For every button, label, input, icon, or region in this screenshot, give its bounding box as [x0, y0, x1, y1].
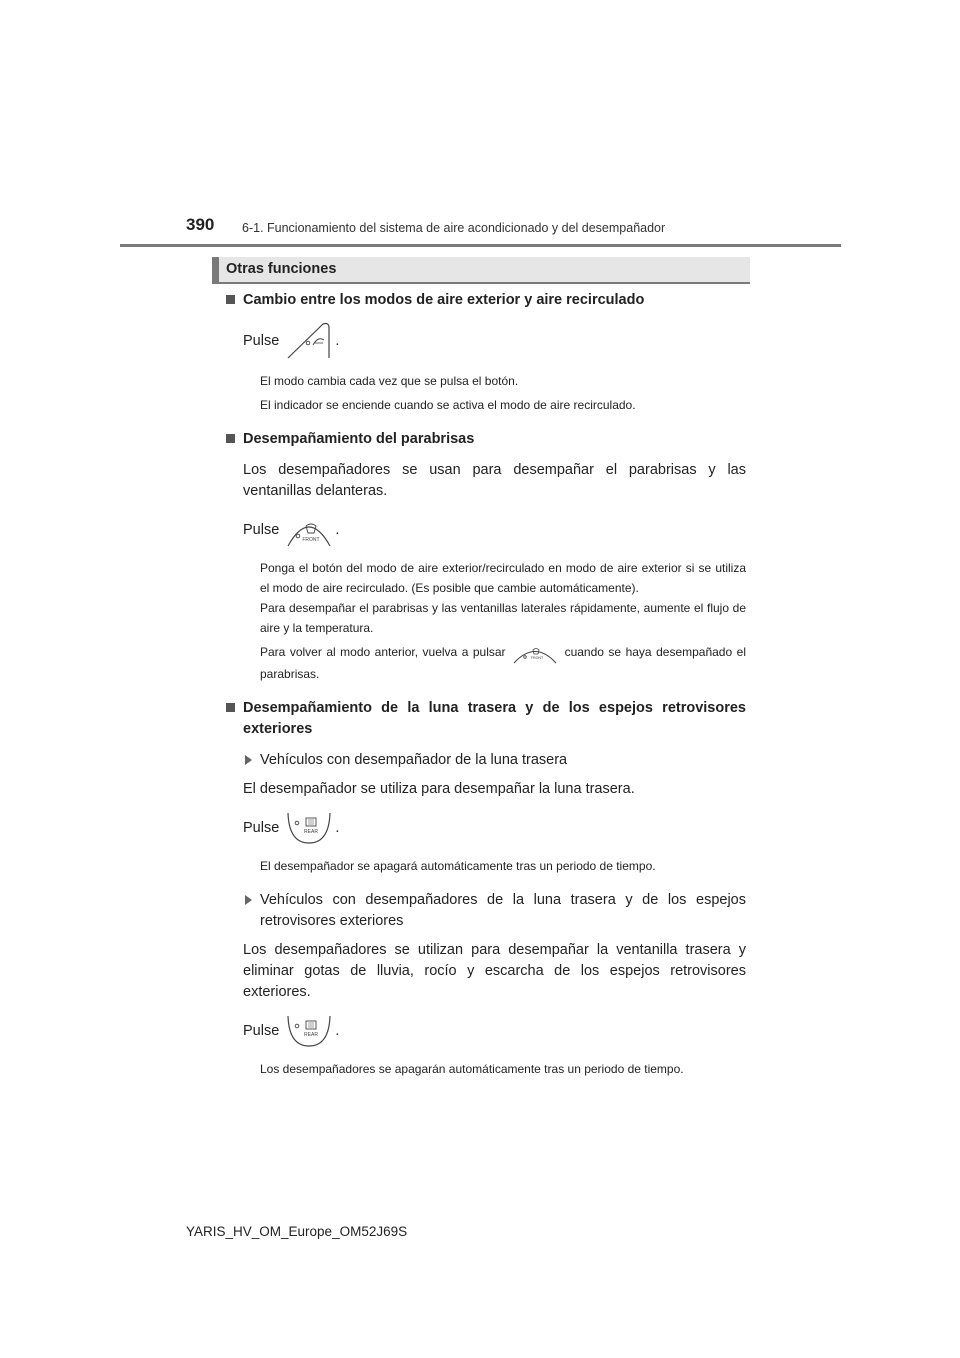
- section-header: [212, 257, 750, 284]
- pulse-text: Pulse: [243, 521, 280, 538]
- square-bullet-icon: [226, 295, 235, 304]
- svg-text:REAR: REAR: [304, 1032, 319, 1038]
- front-defogger-button-icon: [285, 512, 333, 548]
- subsection-recirculation: [224, 290, 746, 311]
- subsection-rear-defogger: [224, 698, 746, 740]
- square-bullet-icon: [226, 434, 235, 443]
- note: Los desempañadores se apagarán automáticamente tras un periodo de tiempo.: [260, 1062, 684, 1076]
- body-text: Los desempañadores se utilizan para desempañar la ventanilla trasera y eliminar gotas de lluvia, rocío y escarcha de los espejos retrovisores exteriores.: [243, 942, 746, 1000]
- page-number: 390: [186, 215, 215, 234]
- note: Ponga el botón del modo de aire exterior/recirculado en modo de aire exterior si se utiliza el modo de aire recirculado. (Es posible que cambie automáticamente). Para desempañar el parabrisas y las ventanillas laterales rápidamente, aumente el flujo de aire y la temperatura.: [260, 561, 746, 635]
- note: El modo cambia cada vez que se pulsa el botón.: [260, 374, 519, 388]
- subsection-title: Desempañamiento de la luna trasera y de los espejos retrovisores exteriores: [243, 700, 746, 737]
- rear-defogger-button-icon: [285, 810, 333, 846]
- page-content: [224, 290, 746, 1083]
- svg-text:FRONT: FRONT: [302, 537, 320, 543]
- recirculation-button-icon: [285, 321, 333, 361]
- note: Para volver al modo anterior, vuelva a pulsar FRONT cuando se haya desempañado el parabrisas.: [224, 642, 746, 684]
- period: .: [335, 819, 340, 836]
- period: .: [335, 521, 340, 538]
- subsection-title: Desempañamiento del parabrisas: [243, 431, 475, 447]
- period: .: [335, 332, 340, 349]
- pulse-line: [224, 512, 746, 548]
- svg-text:REAR: REAR: [304, 829, 319, 835]
- pulse-line: [224, 810, 746, 846]
- section-title: Otras funciones: [226, 261, 337, 277]
- body-text: El desempañador se utiliza para desempañar la luna trasera.: [243, 781, 635, 797]
- pulse-line: [224, 1013, 746, 1049]
- square-bullet-icon: [226, 703, 235, 712]
- running-head: 6-1. Funcionamiento del sistema de aire acondicionado y del desempañador: [242, 221, 666, 235]
- subsection-windshield: [224, 429, 746, 450]
- pulse-text: Pulse: [243, 819, 280, 836]
- subsection-title: Cambio entre los modos de aire exterior y aire recirculado: [243, 292, 645, 308]
- pulse-text: Pulse: [243, 332, 280, 349]
- pulse-line: [224, 321, 746, 361]
- vehicle-condition: Vehículos con desempañador de la luna trasera: [224, 750, 746, 771]
- vehicle-condition: Vehículos con desempañadores de la luna trasera y de los espejos retrovisores exteriores: [224, 890, 746, 932]
- rear-defogger-button-icon: [285, 1013, 333, 1049]
- header-rule: [120, 244, 841, 247]
- note: El desempañador se apagará automáticamente tras un periodo de tiempo.: [260, 859, 656, 873]
- triangle-bullet-icon: [245, 755, 252, 765]
- section-marker: [212, 257, 219, 284]
- body-text: Los desempañadores se usan para desempañar el parabrisas y las ventanillas delanteras.: [243, 462, 746, 499]
- document-code: YARIS_HV_OM_Europe_OM52J69S: [186, 1224, 408, 1239]
- svg-text:FRONT: FRONT: [530, 656, 544, 660]
- note: El indicador se enciende cuando se activa el modo de aire recirculado.: [260, 398, 636, 412]
- triangle-bullet-icon: [245, 895, 252, 905]
- period: .: [335, 1022, 340, 1039]
- pulse-text: Pulse: [243, 1022, 280, 1039]
- front-defogger-button-icon: [512, 642, 558, 664]
